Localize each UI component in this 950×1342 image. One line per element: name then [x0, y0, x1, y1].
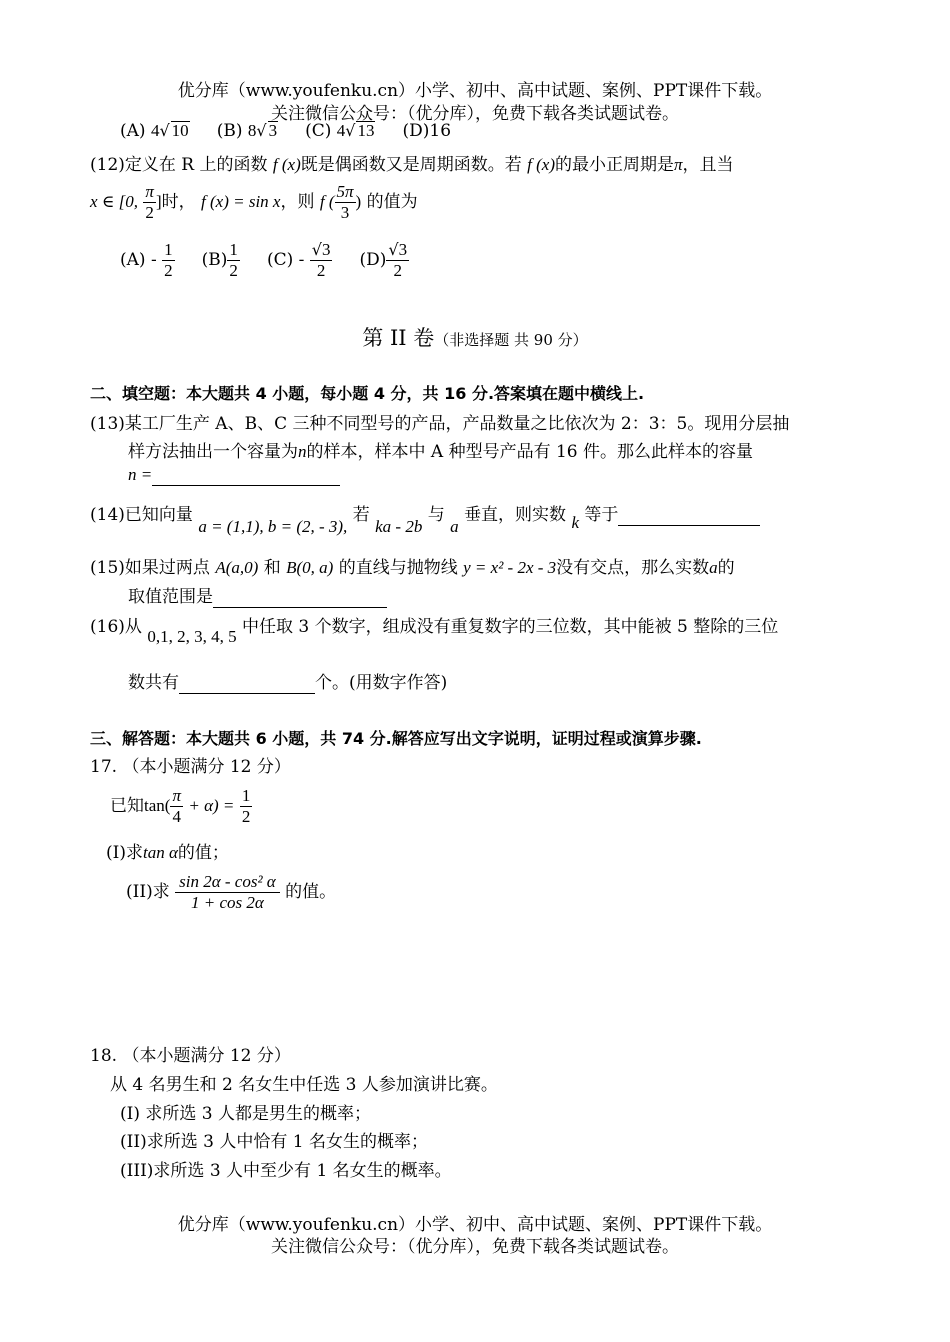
q12-f-open: f ( — [319, 192, 335, 211]
frac-den: 1 + cos 2α — [191, 893, 264, 912]
q14-expression: ka - 2b — [375, 517, 423, 536]
q15-answer-blank — [213, 587, 387, 608]
q12-options — [120, 240, 409, 281]
q13-text-1: 样方法抽出一个容量为 — [128, 442, 298, 462]
q11-option-b-radicand: 3 — [268, 121, 278, 140]
frac-num: 1 — [241, 786, 251, 805]
q12-option-b-frac — [227, 240, 240, 281]
q12-equation: f (x) = sin x — [201, 192, 281, 211]
section-3-heading: 三、解答题：本大题共 6 小题，共 74 分.解答应写出文字说明，证明过程或演算步骤. — [90, 729, 702, 748]
q18-part-2: (II)求所选 3 人中恰有 1 名女生的概率； — [120, 1132, 428, 1152]
q17-part-1-tail: 的值； — [177, 843, 229, 863]
q16-answer-blank — [179, 673, 315, 694]
q17-title: 17. （本小题满分 12 分） — [90, 757, 291, 777]
q17-given — [110, 786, 252, 827]
footer-line-1: 优分库（www.youfenku.cn）小学、初中、高中试题、案例、PPT课件下载。 — [177, 1215, 773, 1235]
q12-pi: π — [674, 155, 683, 174]
q17-tan-open: tan( — [144, 796, 171, 815]
q11-option-a-coef: 4 — [150, 121, 160, 140]
q12-fx: f (x) — [272, 155, 301, 174]
q14-text-3: 与 — [427, 505, 445, 525]
frac-num: 5π — [336, 182, 354, 201]
sqrt-icon: √ — [256, 121, 267, 140]
q12-option-c-frac — [310, 240, 333, 281]
q18-title: 18. （本小题满分 12 分） — [90, 1046, 291, 1066]
q14-text-5: 等于 — [584, 505, 619, 525]
q12-option-a-label: (A) - — [120, 250, 157, 270]
section-2-heading: 二、填空题：本大题共 4 小题，每小题 4 分，共 16 分.答案填在题中横线上. — [90, 384, 645, 403]
q12-fx-2: f (x) — [527, 155, 556, 174]
q11-option-c-coef: 4 — [336, 121, 346, 140]
frac-den: 2 — [393, 261, 402, 280]
q15-parabola: y = x² - 2x - 3 — [463, 558, 557, 577]
q17-tan-alpha: tan α — [142, 843, 178, 862]
q12-option-d-frac — [386, 240, 409, 281]
q17-frac-pi-4 — [170, 786, 183, 827]
frac-num: 3 — [398, 240, 408, 259]
q12-text-1: 定义在 R 上的函数 — [124, 155, 268, 175]
q11-options — [120, 121, 451, 141]
q15-point-a: A(a,0) — [215, 558, 259, 577]
q14-text-4: 垂直，则实数 — [464, 505, 567, 525]
frac-den: 2 — [164, 261, 173, 280]
frac-den: 2 — [241, 807, 251, 826]
q12-option-c-label: (C) - — [266, 250, 305, 270]
q15-point-b: B(0, a) — [286, 558, 334, 577]
q12-text-5: 时， — [161, 192, 196, 212]
q16-text-1: (16)从 — [90, 617, 142, 637]
sqrt-icon: √ — [388, 240, 399, 259]
q12-x-in: x ∈ [0, — [90, 192, 138, 211]
q12-number: (12) — [90, 155, 125, 175]
q11-option-d-value: 16 — [429, 121, 452, 141]
q11-option-b-coef: 8 — [247, 121, 257, 140]
q12-line-1 — [90, 150, 734, 175]
q14-text-1: (14)已知向量 — [90, 505, 193, 525]
q15-text-2: 和 — [263, 558, 281, 578]
q16-text-3: 数共有 — [128, 673, 179, 693]
q14-line — [90, 500, 760, 536]
q14-a: a — [450, 517, 459, 536]
q17-plus-alpha: + α) = — [188, 796, 235, 815]
frac-num: sin 2α - cos² α — [175, 872, 280, 893]
q11-option-c-radicand: 13 — [357, 121, 375, 140]
q15-line-1 — [90, 553, 735, 578]
q16-digit-set: 0,1, 2, 3, 4, 5 — [147, 627, 237, 646]
q12-text-4: ，且当 — [682, 155, 734, 175]
part-2-heading — [0, 322, 950, 352]
q18-stem: 从 4 名男生和 2 名女生中任选 3 人参加演讲比赛。 — [110, 1075, 498, 1095]
q12-frac-5pi-3 — [335, 182, 356, 223]
q12-bracket: ] — [155, 192, 162, 211]
q15-text-4: 没有交点，那么实数 — [556, 558, 710, 578]
frac-num: 1 — [164, 240, 173, 259]
sqrt-icon: √ — [311, 240, 322, 259]
q11-option-a-radicand: 10 — [171, 121, 189, 140]
q17-frac-1-2 — [240, 786, 253, 827]
q14-vectors: a = (1,1), b = (2, - 3), — [198, 517, 348, 536]
q13-n-equals: n = — [128, 465, 153, 484]
footer-line-2: 关注微信公众号：（优分库），免费下载各类试题试卷。 — [271, 1237, 679, 1257]
q11-option-c-label: (C) — [305, 121, 332, 141]
q13-line-2 — [128, 437, 753, 462]
q12-close: ) — [355, 192, 362, 211]
frac-den: 2 — [316, 261, 326, 280]
q13-text-2: 的样本，样本中 A 种型号产品有 16 件。那么此样本的容量 — [306, 442, 754, 462]
q16-line-1 — [90, 612, 779, 646]
q15-text-1: (15)如果过两点 — [90, 558, 210, 578]
q12-text-2: 既是偶函数又是周期函数。若 — [300, 155, 522, 175]
q12-line-2 — [90, 182, 418, 223]
q14-answer-blank — [618, 505, 760, 526]
q11-option-d-label: (D) — [402, 121, 430, 141]
q11-option-a-label: (A) — [120, 121, 146, 141]
q17-part-2-tail: 的值。 — [285, 882, 337, 902]
q12-option-d-label: (D) — [359, 250, 387, 270]
frac-num: 1 — [229, 240, 238, 259]
q12-frac-pi-2 — [143, 182, 156, 223]
q13-line-1: (13)某工厂生产 A、B、C 三种不同型号的产品，产品数量之比依次为 2：3：5。现用分层抽 — [90, 414, 790, 434]
q14-text-2: 若 — [352, 505, 370, 525]
q18-part-1: (I) 求所选 3 人都是男生的概率； — [120, 1104, 372, 1124]
q13-n: n — [298, 442, 307, 461]
frac-num: π — [145, 182, 154, 201]
q13-line-3 — [128, 465, 340, 486]
q14-k: k — [571, 513, 580, 532]
q11-option-b-label: (B) — [216, 121, 243, 141]
frac-den: 2 — [145, 203, 154, 222]
sqrt-icon: √ — [345, 121, 356, 140]
part-2-title: 第 II 卷 — [362, 326, 435, 350]
q12-option-a-frac — [162, 240, 175, 281]
q12-text-3: 的最小正周期是 — [555, 155, 675, 175]
q13-answer-blank — [152, 465, 340, 486]
q12-text-6: ，则 — [280, 192, 315, 212]
frac-num: 3 — [321, 240, 331, 259]
q15-line-2 — [128, 582, 387, 608]
q18-part-3: (III)求所选 3 人中至少有 1 名女生的概率。 — [120, 1161, 452, 1181]
q15-text-6: 取值范围是 — [128, 587, 213, 607]
q15-text-5: 的 — [717, 558, 735, 578]
q16-text-4: 个。(用数字作答) — [315, 673, 448, 693]
frac-den: 3 — [340, 203, 350, 222]
q15-text-3: 的直线与抛物线 — [338, 558, 458, 578]
q12-option-b-label: (B) — [201, 250, 228, 270]
part-2-subtitle: （非选择题 共 90 分） — [434, 331, 588, 349]
q15-a: a — [709, 558, 718, 577]
q17-given-label: 已知 — [110, 796, 144, 816]
frac-den: 4 — [172, 807, 181, 826]
q17-part-1 — [106, 838, 229, 863]
q17-part-1-label: (I)求 — [106, 843, 143, 863]
sqrt-icon: √ — [159, 121, 170, 140]
header-line-1: 优分库（www.youfenku.cn）小学、初中、高中试题、案例、PPT课件下载。 — [177, 81, 773, 101]
frac-num: π — [172, 786, 181, 805]
q16-text-2: 中任取 3 个数字，组成没有重复数字的三位数，其中能被 5 整除的三位 — [241, 617, 779, 637]
q17-part-2-frac — [175, 872, 280, 913]
q17-part-2-label: (II)求 — [126, 882, 170, 902]
frac-den: 2 — [229, 261, 238, 280]
q17-part-2 — [126, 872, 336, 913]
header-line-2: 关注微信公众号：（优分库），免费下载各类试题试卷。 — [271, 104, 679, 124]
q16-line-2 — [128, 668, 447, 694]
q12-text-7: 的值为 — [366, 192, 418, 212]
